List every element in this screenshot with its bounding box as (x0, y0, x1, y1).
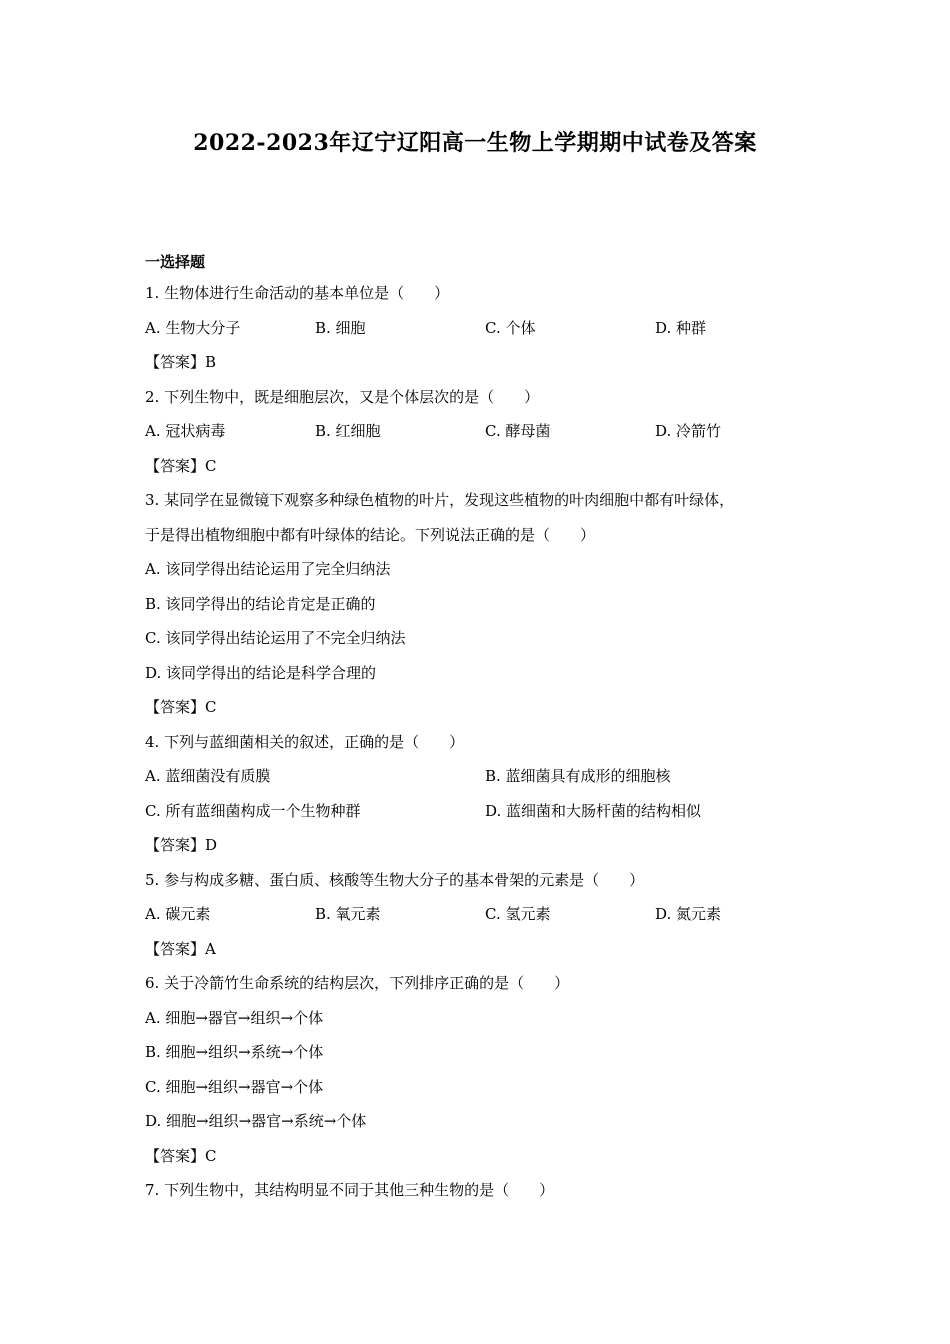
question-stem-line-2: 于是得出植物细胞中都有叶绿体的结论。下列说法正确的是（ ） (145, 525, 596, 544)
question-stem: 2. 下列生物中，既是细胞层次，又是个体层次的是（ ） (145, 387, 540, 406)
question-stem: 7. 下列生物中，其结构明显不同于其他三种生物的是（ ） (145, 1181, 555, 1199)
option-d: D. 蓝细菌和大肠杆菌的结构相似 (485, 801, 702, 820)
options-row (145, 311, 825, 346)
answer: 【答案】A (145, 939, 216, 958)
options-row (145, 794, 825, 829)
options-row (145, 897, 825, 932)
option-d: D. 种群 (655, 318, 707, 337)
question-stem: 1. 生物体进行生命活动的基本单位是（ ） (145, 284, 450, 302)
option-d: D. 细胞→组织→器官→系统→个体 (145, 1112, 367, 1130)
option-c: C. 个体 (485, 318, 536, 337)
option-c: C. 酵母菌 (485, 422, 551, 440)
question-1 (145, 276, 825, 380)
answer: 【答案】C (145, 1146, 217, 1165)
option-b: B. 该同学得出的结论肯定是正确的 (145, 594, 376, 613)
question-stem: 6. 关于冷箭竹生命系统的结构层次，下列排序正确的是（ ） (145, 974, 570, 992)
option-b: B. 氧元素 (315, 905, 381, 923)
answer: 【答案】B (145, 353, 217, 371)
option-b: B. 细胞 (315, 318, 366, 337)
option-a: A. 生物大分子 (145, 318, 241, 337)
answer: 【答案】C (145, 698, 217, 716)
option-d: D. 该同学得出的结论是科学合理的 (145, 663, 377, 682)
option-c: C. 所有蓝细菌构成一个生物种群 (145, 801, 361, 820)
question-stem: 5. 参与构成多糖、蛋白质、核酸等生物大分子的基本骨架的元素是（ ） (145, 870, 645, 889)
answer: 【答案】C (145, 456, 217, 475)
option-d: D. 冷箭竹 (655, 422, 722, 440)
option-d: D. 氮元素 (655, 905, 722, 923)
question-stem-line-1: 3. 某同学在显微镜下观察多种绿色植物的叶片，发现这些植物的叶肉细胞中都有叶绿体， (145, 491, 735, 509)
question-stem: 4. 下列与蓝细菌相关的叙述，正确的是（ ） (145, 732, 465, 751)
option-a: A. 细胞→器官→组织→个体 (145, 1008, 324, 1027)
question-6 (145, 966, 825, 1173)
question-4 (145, 725, 825, 863)
page-title: 2022-2023年辽宁辽阳高一生物上学期期中试卷及答案 (193, 130, 757, 156)
option-a: A. 蓝细菌没有质膜 (145, 767, 271, 785)
option-a: A. 碳元素 (145, 905, 211, 923)
document-body (145, 248, 825, 1208)
section-heading: 一选择题 (145, 253, 206, 271)
options-row (145, 759, 825, 794)
option-b: B. 蓝细菌具有成形的细胞核 (485, 767, 671, 785)
question-5 (145, 863, 825, 967)
question-3 (145, 483, 825, 725)
option-b: B. 细胞→组织→系统→个体 (145, 1043, 324, 1061)
option-c: C. 氢元素 (485, 905, 551, 923)
option-a: A. 冠状病毒 (145, 422, 226, 440)
option-b: B. 红细胞 (315, 422, 381, 440)
option-c: C. 细胞→组织→器官→个体 (145, 1077, 324, 1096)
options-row (145, 414, 825, 449)
question-2 (145, 380, 825, 484)
question-7 (145, 1173, 825, 1208)
option-a: A. 该同学得出结论运用了完全归纳法 (145, 560, 391, 578)
answer: 【答案】D (145, 836, 218, 854)
option-c: C. 该同学得出结论运用了不完全归纳法 (145, 629, 406, 647)
